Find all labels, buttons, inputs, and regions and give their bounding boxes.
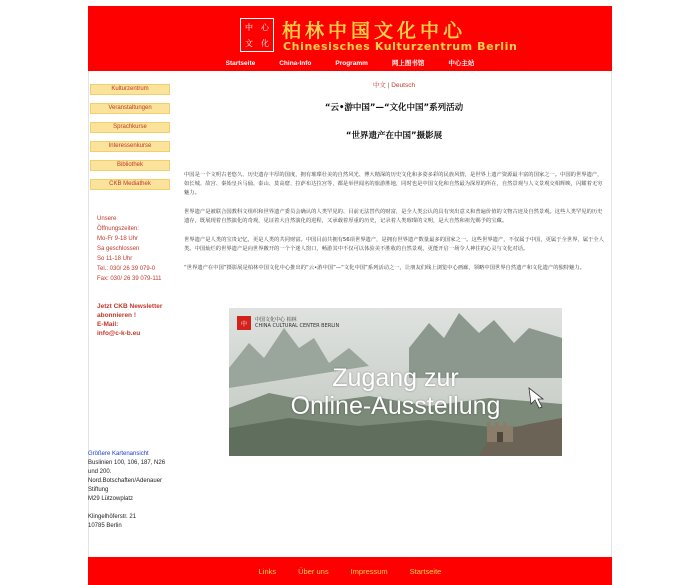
site-title-cn: 柏林中国文化中心 <box>282 20 467 42</box>
email-label: E-Mail: <box>97 321 119 328</box>
lang-separator: | <box>387 82 390 89</box>
footer-startseite[interactable]: Startseite <box>409 566 442 576</box>
ccc-logo-icon: 中 <box>237 316 251 330</box>
nav-china-info[interactable]: China-Info <box>279 60 312 67</box>
sidebar-item-mediathek[interactable]: CKB Mediathek <box>90 179 170 190</box>
lang-chinese-link[interactable]: 中文 <box>372 82 386 89</box>
spacer <box>88 504 180 513</box>
nav-center-main-site[interactable]: 中心主站 <box>448 60 475 67</box>
banner-logo-text <box>255 317 339 329</box>
hours-line: So 11-18 Uhr <box>97 256 133 262</box>
fax-number: Fax: 030/ 26 39 079-111 <box>97 276 162 282</box>
page-subtitle: “世界遗产在中国”摄影展 <box>345 131 443 141</box>
body-paragraph: 中国是一个文明古老悠久、历史遗存丰厚的国度，拥有璀璨壮美的自然风光、博大精深的历史文化和多姿多彩的民族风情，是世界上遗产资源最丰富的国家之一。中国的世界遗产，如长城、故宫、秦始皇兵马俑、泰山、莫高窟、拉萨布达拉宫等，都是举世闻名的旅游胜地，同时也是中国文化和自然最为深厚的所在，自然景观与人文景观交相辉映，闪耀着无穷魅力。 <box>184 172 603 196</box>
language-switcher <box>180 80 608 89</box>
body-paragraph: “世界遗产在中国”摄影展是柏林中国文化中心推出的“云•游中国”—“文化中国”系列活动之一，让朋友们线上浏览中心画廊，领略中国世界自然遗产和文化遗产的独特魅力。 <box>184 265 585 271</box>
footer-about[interactable]: Über uns <box>298 566 329 576</box>
nav-startseite[interactable]: Startseite <box>225 60 256 67</box>
logo-char: 心 <box>261 22 269 32</box>
address-line: Nord.Botschaften/Adenauer <box>88 478 163 484</box>
banner-logo <box>237 316 339 330</box>
nav-online-library[interactable]: 网上图书馆 <box>391 60 425 67</box>
logo-char: 化 <box>261 38 269 48</box>
sidebar-item-bibliothek[interactable]: Bibliothek <box>90 160 170 171</box>
logo-char: 文 <box>245 38 253 48</box>
main-content <box>180 80 608 273</box>
banner-logo-text-en: CHINA CULTURAL CENTER BERLIN <box>255 323 340 329</box>
banner-logo-text-cn: 中国文化中心 柏林 <box>255 317 297 323</box>
street-line: 10785 Berlin <box>88 523 122 529</box>
street-line: Klingelhöferstr. 21 <box>88 514 137 520</box>
body-paragraph: 世界遗产是人类的宝贵记忆，更是人类的共同财富。中国目前共拥有56项世界遗产，是拥有世界遗产数量最多的国家之一。这些世界遗产，不仅属于中国，更属于全世界，属于全人类。中国灿烂的世界遗产是向世界敞开的一个个迷人窗口，畅游其中不仅可以体验美不胜收的自然景观，更能开启一场令人神往的心灵与文化对话。 <box>184 237 604 252</box>
hours-line: Öffnungszeiten: <box>97 226 139 232</box>
phone-number: Tel.: 030/ 26 39 079-0 <box>97 266 156 272</box>
email-link[interactable]: info@c-k-b.eu <box>97 330 141 337</box>
body-paragraph: 世界遗产是被联合国教科文组织和世界遗产委员会确认的人类罕见的、目前无法替代的财富，是全人类公认的具有突出意义和普遍价值的文物古迹及自然景观。这些人类罕见的历史遗存，既展现着自然演化的奇观，见证着大自然演化的进程，又承载着厚重的历史，记录着人类璀璨的文明，是大自然和祖先赐予的宝藏。 <box>184 209 603 224</box>
page-title: “云•游中国”—“文化中国”系列活动 <box>324 103 464 113</box>
newsletter-line[interactable]: Jetzt CKB Newsletter <box>97 303 163 310</box>
top-navigation <box>88 57 612 71</box>
sidebar-item-sprachkurse[interactable]: Sprachkurse <box>90 122 170 133</box>
newsletter-line[interactable]: abonnieren ! <box>97 312 137 319</box>
sidebar-item-interessenkurse[interactable]: Interessenkurse <box>90 141 170 152</box>
online-exhibition-banner[interactable] <box>229 308 562 456</box>
footer-links[interactable]: Links <box>258 566 277 576</box>
site-title-de: Chinesisches Kulturzentrum Berlin <box>283 40 518 53</box>
sidebar-menu <box>90 84 170 198</box>
hours-line: Unsere <box>97 216 117 222</box>
site-footer <box>88 557 612 585</box>
larger-map-link[interactable]: Größere Kartenansicht <box>88 451 149 457</box>
banner-headline-line1: Zugang zur <box>332 364 459 392</box>
hours-line: Mo-Fr 9-18 Uhr <box>97 236 139 242</box>
address-line: M29 Lützowplatz <box>88 496 134 502</box>
footer-impressum[interactable]: Impressum <box>350 566 388 576</box>
address-line: und 200. <box>88 469 112 475</box>
hours-line: Sa geschlossen <box>97 246 140 252</box>
address-line: Stiftung <box>88 487 109 493</box>
address-line: Buslinien 100, 106, 187, N26 <box>88 460 166 466</box>
newsletter-signup[interactable] <box>97 302 162 338</box>
logo-char: 中 <box>245 22 253 32</box>
logo-seal[interactable] <box>240 18 274 52</box>
sidebar-item-kulturzentrum[interactable]: Kulturzentrum <box>90 84 170 95</box>
opening-hours <box>97 214 162 284</box>
sidebar-item-veranstaltungen[interactable]: Veranstaltungen <box>90 103 170 114</box>
banner-headline-line2: Online-Ausstellung <box>290 392 501 420</box>
nav-programm[interactable]: Programm <box>335 60 368 67</box>
lang-german-link[interactable]: Deutsch <box>391 82 416 89</box>
address-block <box>88 450 180 531</box>
